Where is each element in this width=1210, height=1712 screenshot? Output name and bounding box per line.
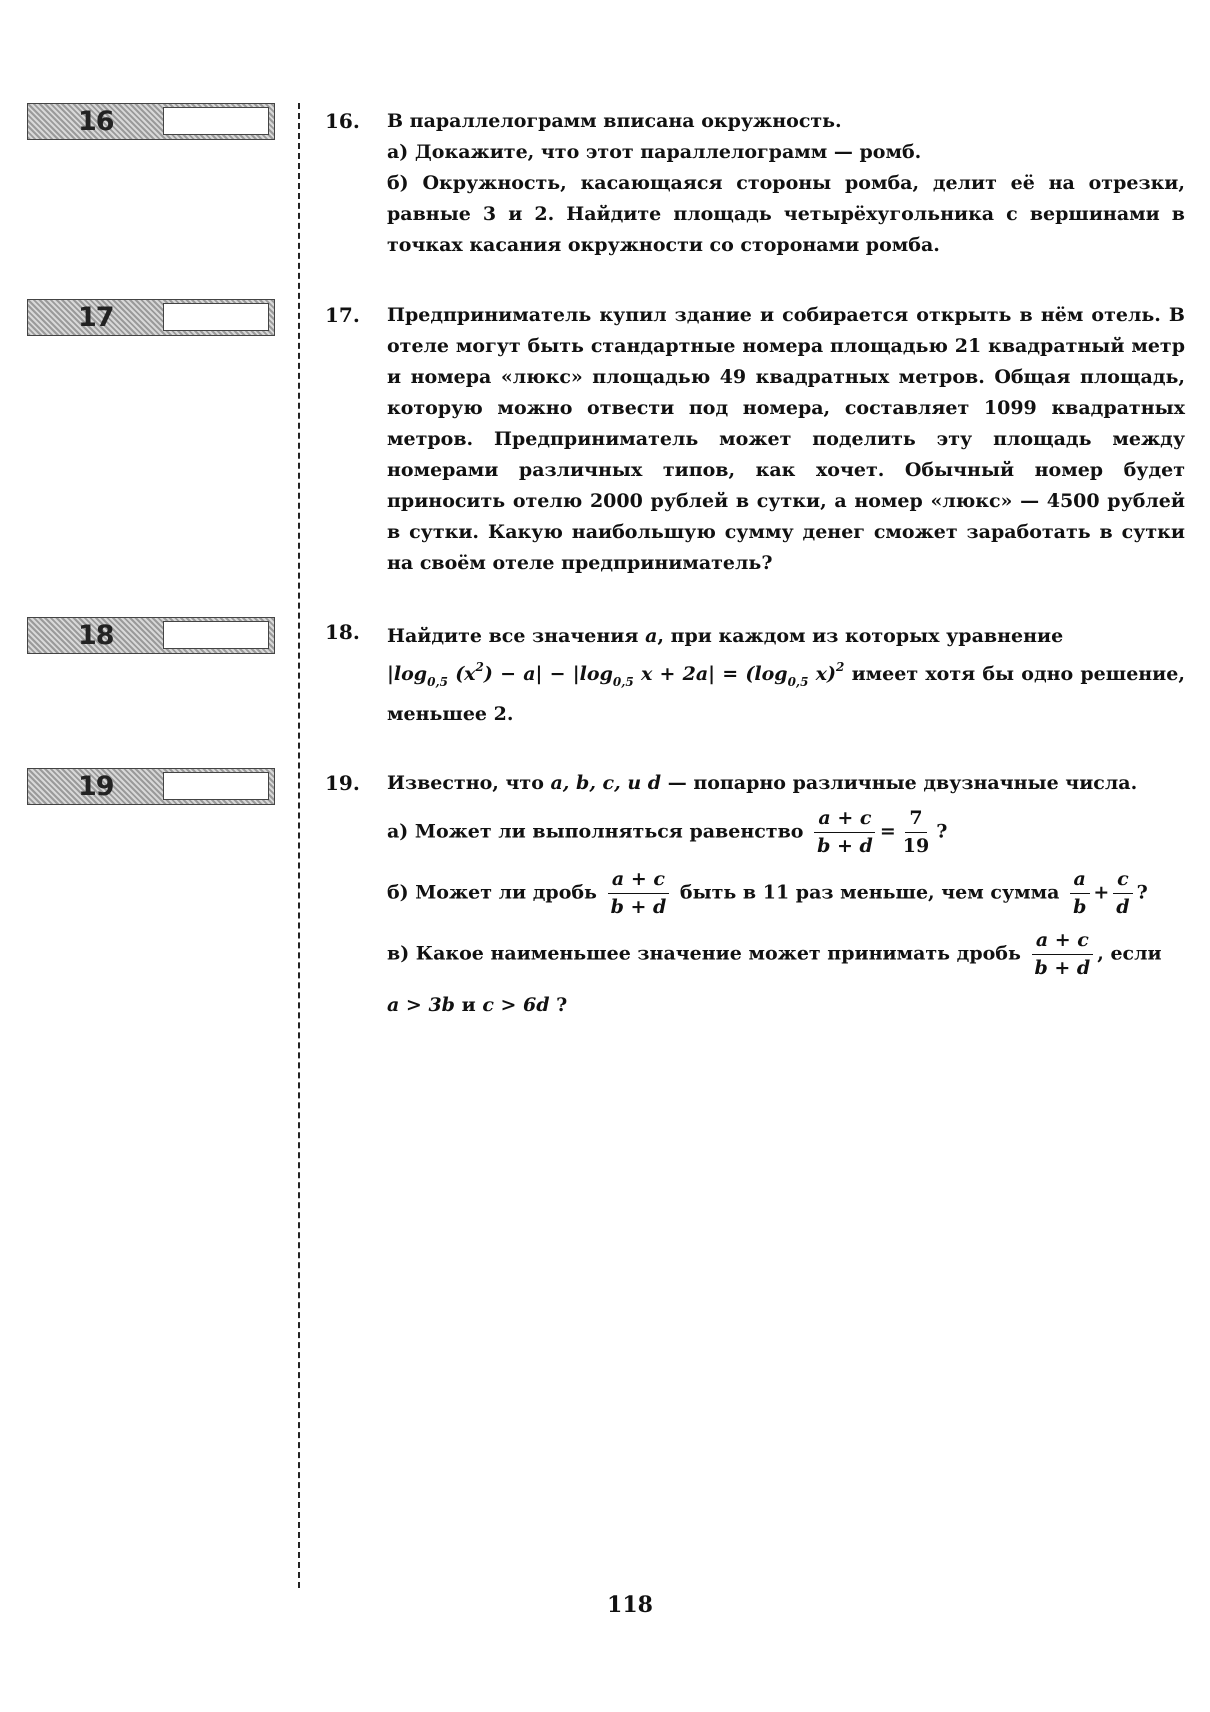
- task-16-part-a: а) Докажите, что этот параллелограмм — ромб.: [387, 141, 922, 163]
- task-number: 17.: [325, 303, 360, 327]
- task-19-part-a: а) Может ли выполняться равенство $\frac{a + c}{b + d}$ = $\frac{7}{19}$ ?: [387, 805, 1185, 860]
- answer-box-17: [27, 299, 275, 336]
- answer-field-19[interactable]: [163, 772, 269, 800]
- page-number: 118: [607, 1592, 653, 1618]
- task-19: [325, 768, 1185, 1021]
- answer-box-number: 17: [78, 302, 114, 333]
- fraction: $\frac{a}{b}$: [1069, 866, 1090, 921]
- fraction: $\frac{7}{19}$: [902, 807, 930, 857]
- task-19-part-b: б) Может ли дробь $\frac{a + c}{b + d}$ быть в 11 раз меньше, чем сумма $\frac{a}{b}$ + $\frac{c}{d}$ ?: [387, 866, 1185, 921]
- fraction: $\frac{c}{d}$: [1112, 866, 1133, 921]
- fraction: $\frac{a + c}{b + d}$: [813, 805, 877, 860]
- task-19-part-c: в) Какое наименьшее значение может принимать дробь $\frac{a + c}{b + d}$ , если: [387, 927, 1185, 982]
- answer-field-17[interactable]: [163, 303, 269, 331]
- answer-box-19: [27, 768, 275, 805]
- task-number: 16.: [325, 109, 360, 133]
- task-16: [325, 106, 1185, 261]
- task-17: [325, 300, 1185, 579]
- task-number: 18.: [325, 620, 360, 644]
- equation: $|\log_{0,5}$ $(x^2) - a| - |\log_{0,5}$ $x + 2a| = (\log_{0,5}$ x)$^2$: [387, 660, 845, 689]
- task-18-text: Найдите все значения a, при каждом из которых уравнение $|\log_{0,5}$ $(x^2) - a| - |\log_{0,5}$ $x + 2a| = (\log_{0,5}$ x)$^2$ имеет хотя бы одно решение, меньшее 2.: [387, 625, 1185, 725]
- task-18: [325, 617, 1185, 733]
- fraction: $\frac{a + c}{b + d}$: [1031, 927, 1095, 982]
- answer-box-number: 19: [78, 771, 114, 802]
- fraction: $\frac{a + c}{b + d}$: [607, 866, 671, 921]
- task-number: 19.: [325, 771, 360, 795]
- answer-field-18[interactable]: [163, 621, 269, 649]
- task-16-part-b: б) Окружность, касающаяся стороны ромба, делит её на отрезки, равные 3 и 2. Найдите площадь четырёхугольника с вершинами в точках касания окружности со сторонами ромба.: [387, 172, 1185, 256]
- answer-box-16: [27, 103, 275, 140]
- task-16-stem: В параллелограмм вписана окружность.: [387, 110, 842, 132]
- task-19-stem: Известно, что a, b, c, и d — попарно различные двузначные числа.: [387, 772, 1138, 794]
- task-19-conditions: a > 3b и c > 6d ?: [387, 994, 568, 1016]
- answer-box-18: [27, 617, 275, 654]
- answer-field-16[interactable]: [163, 107, 269, 135]
- answer-box-number: 18: [78, 620, 114, 651]
- cut-line: [298, 103, 300, 1588]
- answer-box-number: 16: [78, 106, 114, 137]
- task-17-text: Предприниматель купил здание и собирается открыть в нём отель. В отеле могут быть стандартные номера площадью 21 квадратный метр и номера «люкс» площадью 49 квадратных метров. Общая площадь, которую можно отвести под номера, составляет 1099 квадратных метров. Предприниматель может поделить эту площадь между номерами различных типов, как хочет. Обычный номер будет приносить отелю 2000 рублей в сутки, а номер «люкс» — 4500 рублей в сутки. Какую наибольшую сумму денег сможет заработать в сутки на своём отеле предприниматель?: [387, 304, 1185, 574]
